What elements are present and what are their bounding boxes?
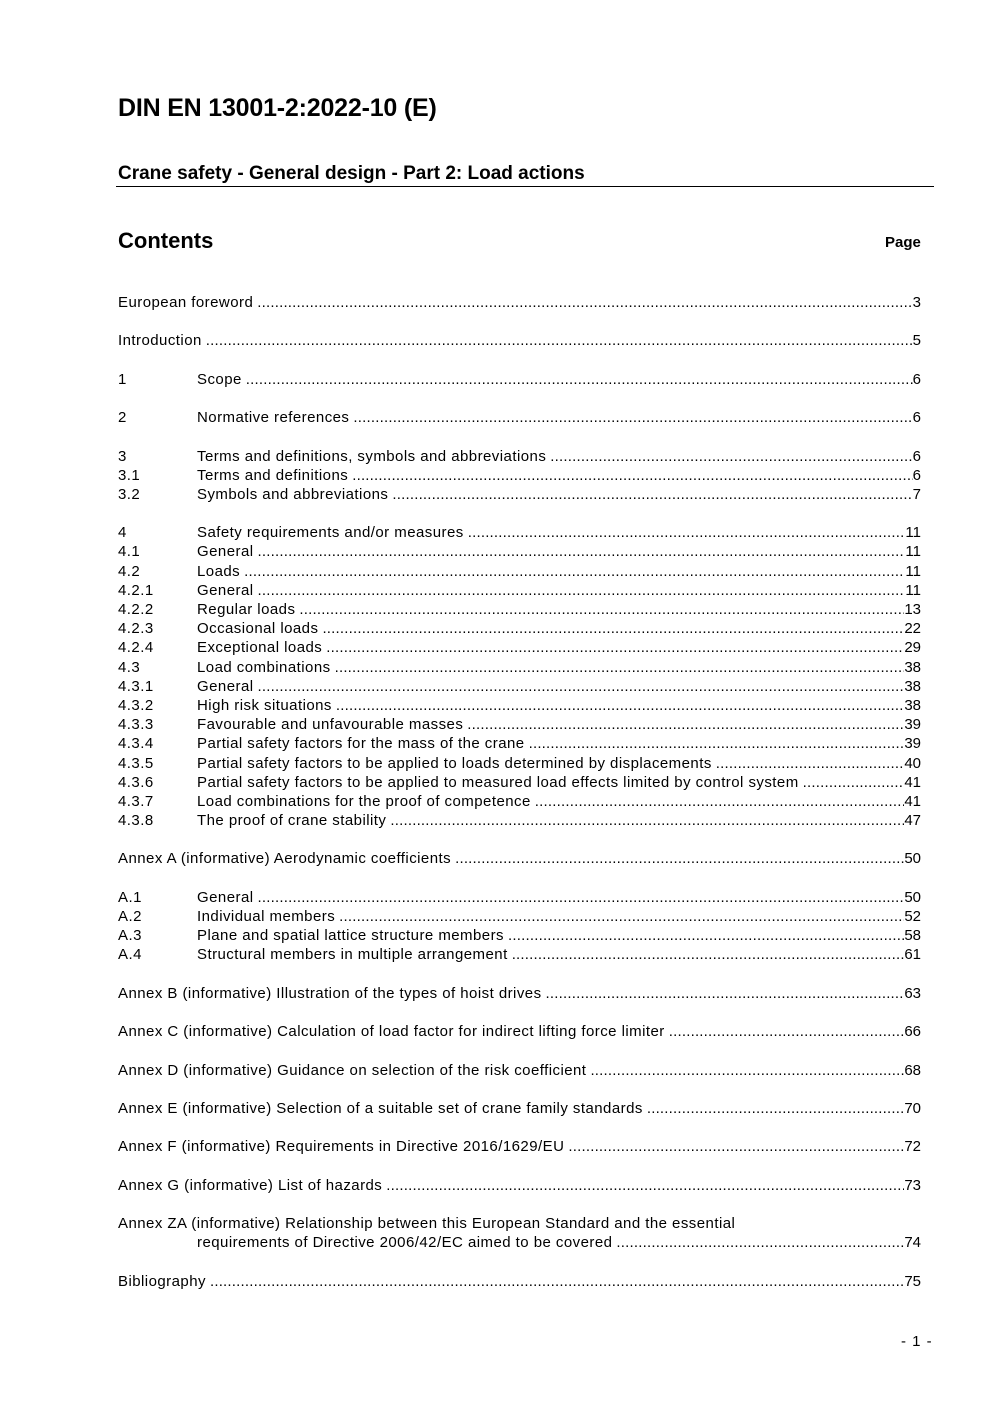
toc-leader-dots bbox=[257, 293, 912, 312]
toc-entry-page: 6 bbox=[912, 370, 921, 388]
toc-leader-dots bbox=[455, 849, 904, 868]
toc-leader-dots bbox=[669, 1022, 905, 1041]
toc-entry-page: 22 bbox=[904, 620, 921, 638]
toc-entry-number: 4.2.3 bbox=[118, 620, 154, 638]
toc-entry-page: 38 bbox=[904, 677, 921, 695]
toc-entry[interactable] bbox=[118, 984, 921, 1003]
toc-entry-number: 4.3.4 bbox=[118, 735, 154, 753]
toc-entry[interactable] bbox=[118, 485, 921, 504]
toc-entry[interactable] bbox=[118, 658, 921, 677]
toc-entry[interactable] bbox=[118, 734, 921, 753]
toc-entry-number: A.3 bbox=[118, 927, 142, 945]
toc-entry-page: 38 bbox=[904, 696, 921, 714]
toc-entry-page: 39 bbox=[904, 716, 921, 734]
toc-leader-dots bbox=[546, 984, 905, 1003]
toc-entry-title: Plane and spatial lattice structure members bbox=[197, 927, 504, 945]
toc-leader-dots bbox=[616, 1233, 904, 1252]
document-id: DIN EN 13001-2:2022-10 (E) bbox=[118, 94, 437, 122]
toc-entry-number: 4.3.8 bbox=[118, 812, 154, 830]
toc-entry-page: 50 bbox=[904, 850, 921, 868]
toc-entry[interactable] bbox=[118, 1137, 921, 1156]
toc-entry-page: 41 bbox=[904, 792, 921, 810]
toc-entry-number: 3.2 bbox=[118, 485, 141, 503]
toc-entry-page: 47 bbox=[904, 812, 921, 830]
toc-entry[interactable] bbox=[118, 1214, 921, 1233]
toc-entry-page: 40 bbox=[904, 754, 921, 772]
toc-entry[interactable] bbox=[118, 1099, 921, 1118]
toc-entry-title: Exceptional loads bbox=[197, 639, 323, 657]
toc-leader-dots bbox=[352, 466, 912, 485]
toc-entry-title: Partial safety factors to be applied to loads determined by displacements bbox=[197, 754, 712, 772]
toc-entry-number: 4.2.4 bbox=[118, 639, 154, 657]
toc-entry[interactable] bbox=[118, 754, 921, 773]
toc-entry[interactable] bbox=[118, 581, 921, 600]
toc-entry-number: A.4 bbox=[118, 946, 142, 964]
toc-entry[interactable] bbox=[118, 542, 921, 561]
toc-entry[interactable] bbox=[118, 1233, 921, 1252]
toc-leader-dots bbox=[246, 370, 913, 389]
toc-leader-dots bbox=[386, 1176, 904, 1195]
toc-leader-dots bbox=[535, 792, 905, 811]
toc-entry-title: Introduction bbox=[118, 332, 202, 350]
toc-entry-number: 2 bbox=[118, 409, 127, 427]
title-divider bbox=[116, 186, 934, 187]
toc-entry-number: A.1 bbox=[118, 888, 142, 906]
toc-entry[interactable] bbox=[118, 331, 921, 350]
toc-entry-number: 4.3.6 bbox=[118, 773, 154, 791]
toc-entry-page: 41 bbox=[904, 773, 921, 791]
toc-entry-number: 4.3.3 bbox=[118, 716, 154, 734]
toc-entry-page: 6 bbox=[912, 409, 921, 427]
toc-entry-number: 4.3 bbox=[118, 658, 141, 676]
toc-entry-title: Regular loads bbox=[197, 601, 296, 618]
toc-entry-title: Annex F (informative) Requirements in Directive 2016/1629/EU bbox=[118, 1138, 565, 1156]
toc-entry-title: Annex A (informative) Aerodynamic coefficients bbox=[118, 850, 452, 868]
toc-entry[interactable] bbox=[118, 1176, 921, 1195]
toc-entry-page: 72 bbox=[904, 1138, 921, 1156]
toc-entry[interactable] bbox=[118, 811, 921, 830]
toc-entry[interactable] bbox=[118, 773, 921, 792]
toc-leader-dots bbox=[258, 677, 905, 696]
toc-entry-title: Partial safety factors to be applied to measured load effects limited by control system bbox=[197, 773, 799, 791]
toc-leader-dots bbox=[299, 600, 904, 619]
toc-entry-title: Favourable and unfavourable masses bbox=[197, 716, 464, 734]
toc-entry[interactable] bbox=[118, 792, 921, 811]
toc-leader-dots bbox=[529, 734, 905, 753]
toc-entry[interactable] bbox=[118, 562, 921, 581]
toc-entry-page: 75 bbox=[904, 1272, 921, 1290]
toc-leader-dots bbox=[512, 945, 905, 964]
toc-entry-title: General bbox=[197, 888, 254, 906]
toc-entry[interactable] bbox=[118, 715, 921, 734]
toc-entry[interactable] bbox=[118, 888, 921, 907]
toc-entry[interactable] bbox=[118, 638, 921, 657]
toc-leader-dots bbox=[590, 1061, 904, 1080]
toc-entry-title: Individual members bbox=[197, 908, 336, 925]
toc-entry-number: 4.1 bbox=[118, 543, 141, 561]
toc-entry[interactable] bbox=[118, 619, 921, 638]
toc-entry-number: 3.1 bbox=[118, 466, 141, 484]
toc-leader-dots bbox=[335, 658, 905, 677]
toc-entry[interactable] bbox=[118, 523, 921, 542]
toc-entry-page: 50 bbox=[904, 888, 921, 906]
toc-entry-page: 68 bbox=[904, 1061, 921, 1079]
toc-entry-title: Normative references bbox=[197, 409, 350, 427]
toc-entry[interactable] bbox=[118, 447, 921, 466]
toc-entry-title: The proof of crane stability bbox=[197, 812, 387, 830]
toc-entry-number: 4.3.5 bbox=[118, 754, 154, 772]
toc-leader-dots bbox=[210, 1272, 904, 1291]
toc-leader-dots bbox=[468, 523, 906, 542]
toc-entry-title: General bbox=[197, 677, 254, 695]
toc-leader-dots bbox=[322, 619, 904, 638]
toc-entry-title: Bibliography bbox=[118, 1272, 206, 1290]
toc-leader-dots bbox=[206, 331, 913, 350]
toc-entry-page: 73 bbox=[904, 1176, 921, 1194]
toc-leader-dots bbox=[258, 888, 905, 907]
toc-entry-title: Partial safety factors for the mass of the crane bbox=[197, 735, 525, 753]
toc-entry-page: 74 bbox=[904, 1234, 921, 1252]
toc-leader-dots bbox=[716, 754, 905, 773]
toc-entry-page: 11 bbox=[905, 524, 921, 542]
toc-leader-dots bbox=[244, 562, 905, 581]
toc-entry-page: 58 bbox=[904, 927, 921, 945]
toc-entry-page: 13 bbox=[904, 601, 921, 618]
toc-entry-number: 4.2 bbox=[118, 562, 141, 580]
toc-entry-number: 4.2.2 bbox=[118, 601, 154, 618]
toc-leader-dots bbox=[550, 447, 912, 466]
toc-entry-title: Structural members in multiple arrangement bbox=[197, 946, 508, 964]
toc-leader-dots bbox=[336, 696, 904, 715]
toc-entry-number: 4.3.2 bbox=[118, 696, 154, 714]
toc-entry[interactable] bbox=[118, 466, 921, 485]
toc-entry[interactable] bbox=[118, 1061, 921, 1080]
toc-entry[interactable] bbox=[118, 600, 921, 619]
toc-entry-title: Annex E (informative) Selection of a suitable set of crane family standards bbox=[118, 1099, 643, 1117]
toc-entry-page: 7 bbox=[912, 485, 921, 503]
toc-entry[interactable] bbox=[118, 293, 921, 312]
toc-entry-title: Annex ZA (informative) Relationship between this European Standard and the essential bbox=[118, 1215, 736, 1232]
toc-entry-title: Loads bbox=[197, 562, 241, 580]
toc-entry-title: General bbox=[197, 581, 254, 599]
toc-entry-number: 4.2.1 bbox=[118, 581, 154, 599]
toc-entry[interactable] bbox=[118, 945, 921, 964]
toc-entry-title: Symbols and abbreviations bbox=[197, 485, 389, 503]
toc-entry-title: General bbox=[197, 543, 254, 561]
toc-entry-number: 3 bbox=[118, 447, 127, 465]
toc-leader-dots bbox=[258, 542, 906, 561]
toc-entry-title: Scope bbox=[197, 370, 242, 388]
toc-leader-dots bbox=[803, 773, 905, 792]
toc-entry-title: requirements of Directive 2006/42/EC aimed to be covered bbox=[197, 1234, 613, 1252]
toc-entry[interactable] bbox=[118, 408, 921, 427]
toc-entry-number: 4 bbox=[118, 524, 127, 542]
toc-entry-page: 6 bbox=[912, 466, 921, 484]
page-column-label: Page bbox=[885, 234, 921, 251]
toc-entry-title: Terms and definitions bbox=[197, 466, 349, 484]
toc-entry-title: Safety requirements and/or measures bbox=[197, 524, 464, 542]
toc-entry-page: 11 bbox=[905, 543, 921, 561]
toc-entry-page: 11 bbox=[905, 581, 921, 599]
toc-entry-title: Annex D (informative) Guidance on selection of the risk coefficient bbox=[118, 1061, 587, 1079]
toc-leader-dots bbox=[390, 811, 904, 830]
toc-entry-title: Load combinations for the proof of competence bbox=[197, 792, 531, 810]
toc-entry[interactable] bbox=[118, 370, 921, 389]
toc-leader-dots bbox=[508, 926, 904, 945]
toc-leader-dots bbox=[647, 1099, 904, 1118]
toc-entry-page: 38 bbox=[904, 658, 921, 676]
toc-entry-page: 63 bbox=[904, 984, 921, 1002]
toc-leader-dots bbox=[353, 408, 912, 427]
toc-entry-title: Annex B (informative) Illustration of the types of hoist drives bbox=[118, 984, 542, 1002]
toc-entry-title: European foreword bbox=[118, 294, 254, 311]
toc-entry-title: Annex G (informative) List of hazards bbox=[118, 1176, 383, 1194]
toc-leader-dots bbox=[258, 581, 906, 600]
table-of-contents bbox=[118, 293, 921, 1291]
toc-entry-page: 52 bbox=[904, 908, 921, 925]
toc-entry[interactable] bbox=[118, 1272, 921, 1291]
toc-leader-dots bbox=[392, 485, 912, 504]
toc-entry-page: 66 bbox=[904, 1023, 921, 1041]
toc-entry-title: Load combinations bbox=[197, 658, 331, 676]
toc-entry-title: Terms and definitions, symbols and abbreviations bbox=[197, 447, 547, 465]
toc-entry-page: 5 bbox=[912, 332, 921, 350]
document-title: Crane safety - General design - Part 2: Load actions bbox=[118, 163, 585, 184]
toc-entry-page: 6 bbox=[912, 447, 921, 465]
toc-entry[interactable] bbox=[118, 1022, 921, 1041]
toc-entry-page: 61 bbox=[904, 946, 921, 964]
toc-entry[interactable] bbox=[118, 849, 921, 868]
toc-entry-page: 11 bbox=[905, 562, 921, 580]
page-number: - 1 - bbox=[901, 1333, 933, 1350]
toc-entry-title: Occasional loads bbox=[197, 620, 319, 638]
toc-leader-dots bbox=[339, 907, 904, 926]
toc-leader-dots bbox=[568, 1137, 904, 1156]
toc-entry-page: 3 bbox=[912, 294, 921, 311]
toc-leader-dots bbox=[467, 715, 904, 734]
toc-entry-page: 39 bbox=[904, 735, 921, 753]
toc-entry-title: Annex C (informative) Calculation of load factor for indirect lifting force limiter bbox=[118, 1023, 665, 1041]
toc-entry-number: 1 bbox=[118, 370, 127, 388]
contents-heading: Contents bbox=[118, 228, 214, 253]
toc-entry-number: 4.3.7 bbox=[118, 792, 154, 810]
toc-entry-number: 4.3.1 bbox=[118, 677, 154, 695]
toc-entry-page: 29 bbox=[904, 639, 921, 657]
toc-entry-number: A.2 bbox=[118, 908, 142, 925]
toc-leader-dots bbox=[326, 638, 904, 657]
toc-entry-page: 70 bbox=[904, 1099, 921, 1117]
toc-entry[interactable] bbox=[118, 677, 921, 696]
toc-entry[interactable] bbox=[118, 907, 921, 926]
toc-entry-title: High risk situations bbox=[197, 696, 332, 714]
toc-entry[interactable] bbox=[118, 696, 921, 715]
toc-entry[interactable] bbox=[118, 926, 921, 945]
